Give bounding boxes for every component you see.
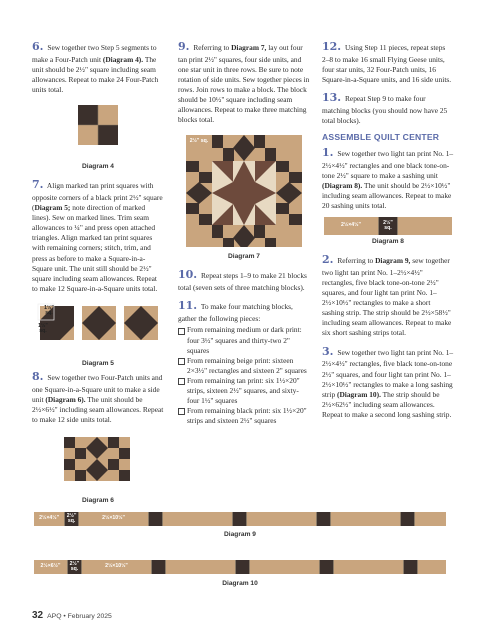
checklist-item: From remaining beige print: sixteen 2×3½" rectangles and sixteen 2" squares bbox=[178, 356, 310, 376]
diagram-10-strip bbox=[34, 560, 446, 574]
step-11: 11. To make four matching blocks, gather the following pieces: bbox=[178, 299, 293, 324]
diagram-7 bbox=[178, 131, 310, 262]
label-rect: 2½×4½" bbox=[324, 217, 379, 235]
section-heading: ASSEMBLE QUILT CENTER bbox=[322, 132, 440, 143]
label-1-5-sq-a: 1½" sq. bbox=[44, 304, 54, 317]
diagram-4-caption: Diagram 4 bbox=[82, 163, 114, 171]
checklist-item: From remaining medium or dark print: four 3½" squares and thirty-two 2" squares bbox=[178, 325, 310, 355]
step-7: 7. Align marked tan print squares with opposite corners of a black print 2½" square (Diagram 5; note direction of marked lines). Sew on marked lines. Trim seam allowances to ¼" and press open attached triangles. Align marked tan print squares with remaining corners; stitch, trim, and press as before to make a Square-in-a-Square unit. The unit still should be 2½" square including seam allowances. Repeat to make 12 Square-in-a-Square units total. bbox=[32, 178, 163, 293]
step-10: 10. Repeat steps 1–9 to make 21 blocks total (seven sets of three matching blocks). bbox=[178, 268, 307, 293]
label-sq: 2½" sq. bbox=[65, 512, 79, 526]
publication-info: APQ • February 2025 bbox=[47, 613, 112, 620]
pieces-checklist bbox=[178, 325, 310, 426]
checklist-item: From remaining tan print: six 1½×20" strips, sixteen 2½" squares, and sixty-four 1½" squares bbox=[178, 376, 310, 406]
diagram-4 bbox=[32, 101, 164, 172]
diagram-7-caption: Diagram 7 bbox=[228, 253, 260, 261]
diagram-10-caption: Diagram 10 bbox=[222, 580, 258, 587]
step-13: 13. Repeat Step 9 to make four matching blocks (you should now have 25 total blocks). bbox=[322, 91, 448, 126]
label-1-5-sq-b: 1½" sq. bbox=[38, 322, 48, 335]
column-1 bbox=[32, 40, 164, 512]
sashing-unit bbox=[324, 217, 452, 235]
step-8: 8. Sew together two Four-Patch units and one Square-in-a-Square unit to make a side unit (Diagram 6). The unit should be 2½×6½" including seam allowances. Repeat to make 12 side units total. bbox=[32, 369, 164, 424]
label-sq: 2½" sq. bbox=[68, 560, 82, 574]
checklist-item: From remaining black print: six 1½×20" strips and sixteen 2½" squares bbox=[178, 406, 310, 426]
assemble-step-1: 1. Sew together two light tan print No. 1–2½×4½" rectangles and one black tone-on-tone 2½" square to make a sashing unit (Diagram 8). The unit should be 2½×10½" including seam allowances. Repeat to make 20 sashing units total. bbox=[322, 145, 454, 211]
column-2 bbox=[178, 40, 310, 426]
diagram-6 bbox=[32, 431, 164, 506]
step-number: 6. bbox=[32, 40, 44, 53]
assemble-step-2: 2. Referring to Diagram 9, sew together two light tan print No. 1–2½×4½" rectangles, five black tone-on-tone 2½" squares, and four light tan print No. 1–2½×10½" rectangles to make a short sashing strip. The strip should be 2½×58½" including seam allowances. Repeat to make six short sashing strips total. bbox=[322, 253, 452, 338]
assemble-step-3: 3. Sew together two light tan print No. 1–2½×4½" rectangles, five black tone-on-tone 2½" squares, and four light tan print No. 1–2½×10½" rectangles to make a long sashing strip (Diagram 10). The strip should be 2½×62½" including seam allowances. Repeat to make a second long sashing strip. bbox=[322, 344, 454, 419]
label-rect-short: 2½×6½" bbox=[34, 560, 68, 574]
label-rect-short: 2½×4½" bbox=[34, 512, 65, 526]
label-2-5-sq: 2½" sq. bbox=[189, 138, 209, 145]
diagram-6-caption: Diagram 6 bbox=[82, 497, 114, 505]
diagram-8-caption: Diagram 8 bbox=[372, 238, 404, 246]
four-patch-illustration bbox=[32, 101, 164, 157]
step-12: 12. Using Step 11 pieces, repeat steps 2–8 to make 16 small Flying Geese units, four star units, 32 Four-Patch units, 16 Square-in-a-Square units, and 16 side units. bbox=[322, 40, 452, 85]
column-3 bbox=[322, 40, 454, 426]
label-rect-long: 2½×10½" bbox=[82, 560, 152, 574]
step-9: 9. Referring to Diagram 7, lay out four tan print 2½" squares, four side units, and one star unit in three rows. Be sure to note rotation of side units. Sew together pieces in rows. Join rows to make a block. The block should be 10½" square including seam allowances. Repeat to make three matching blocks total. bbox=[178, 40, 310, 125]
diagram-9-strip bbox=[34, 512, 446, 526]
block-illustration bbox=[178, 131, 310, 247]
side-unit-illustration bbox=[32, 431, 164, 491]
step-6: 6. Sew together two Step 5 segments to make a Four-Patch unit (Diagram 4). The unit should be 2½" square including seam allowances. Repeat to make 24 Four-Patch units total. bbox=[32, 40, 159, 95]
label-rect-long: 2½×10½" bbox=[79, 512, 149, 526]
diagram-9-caption: Diagram 9 bbox=[224, 531, 256, 538]
diagram-8 bbox=[322, 217, 454, 247]
diagram-5-caption: Diagram 5 bbox=[82, 359, 114, 367]
label-sq: 2½" sq. bbox=[379, 217, 397, 235]
page-number: 32 bbox=[32, 610, 44, 621]
page-footer bbox=[32, 610, 112, 621]
diagram-5 bbox=[32, 300, 164, 367]
